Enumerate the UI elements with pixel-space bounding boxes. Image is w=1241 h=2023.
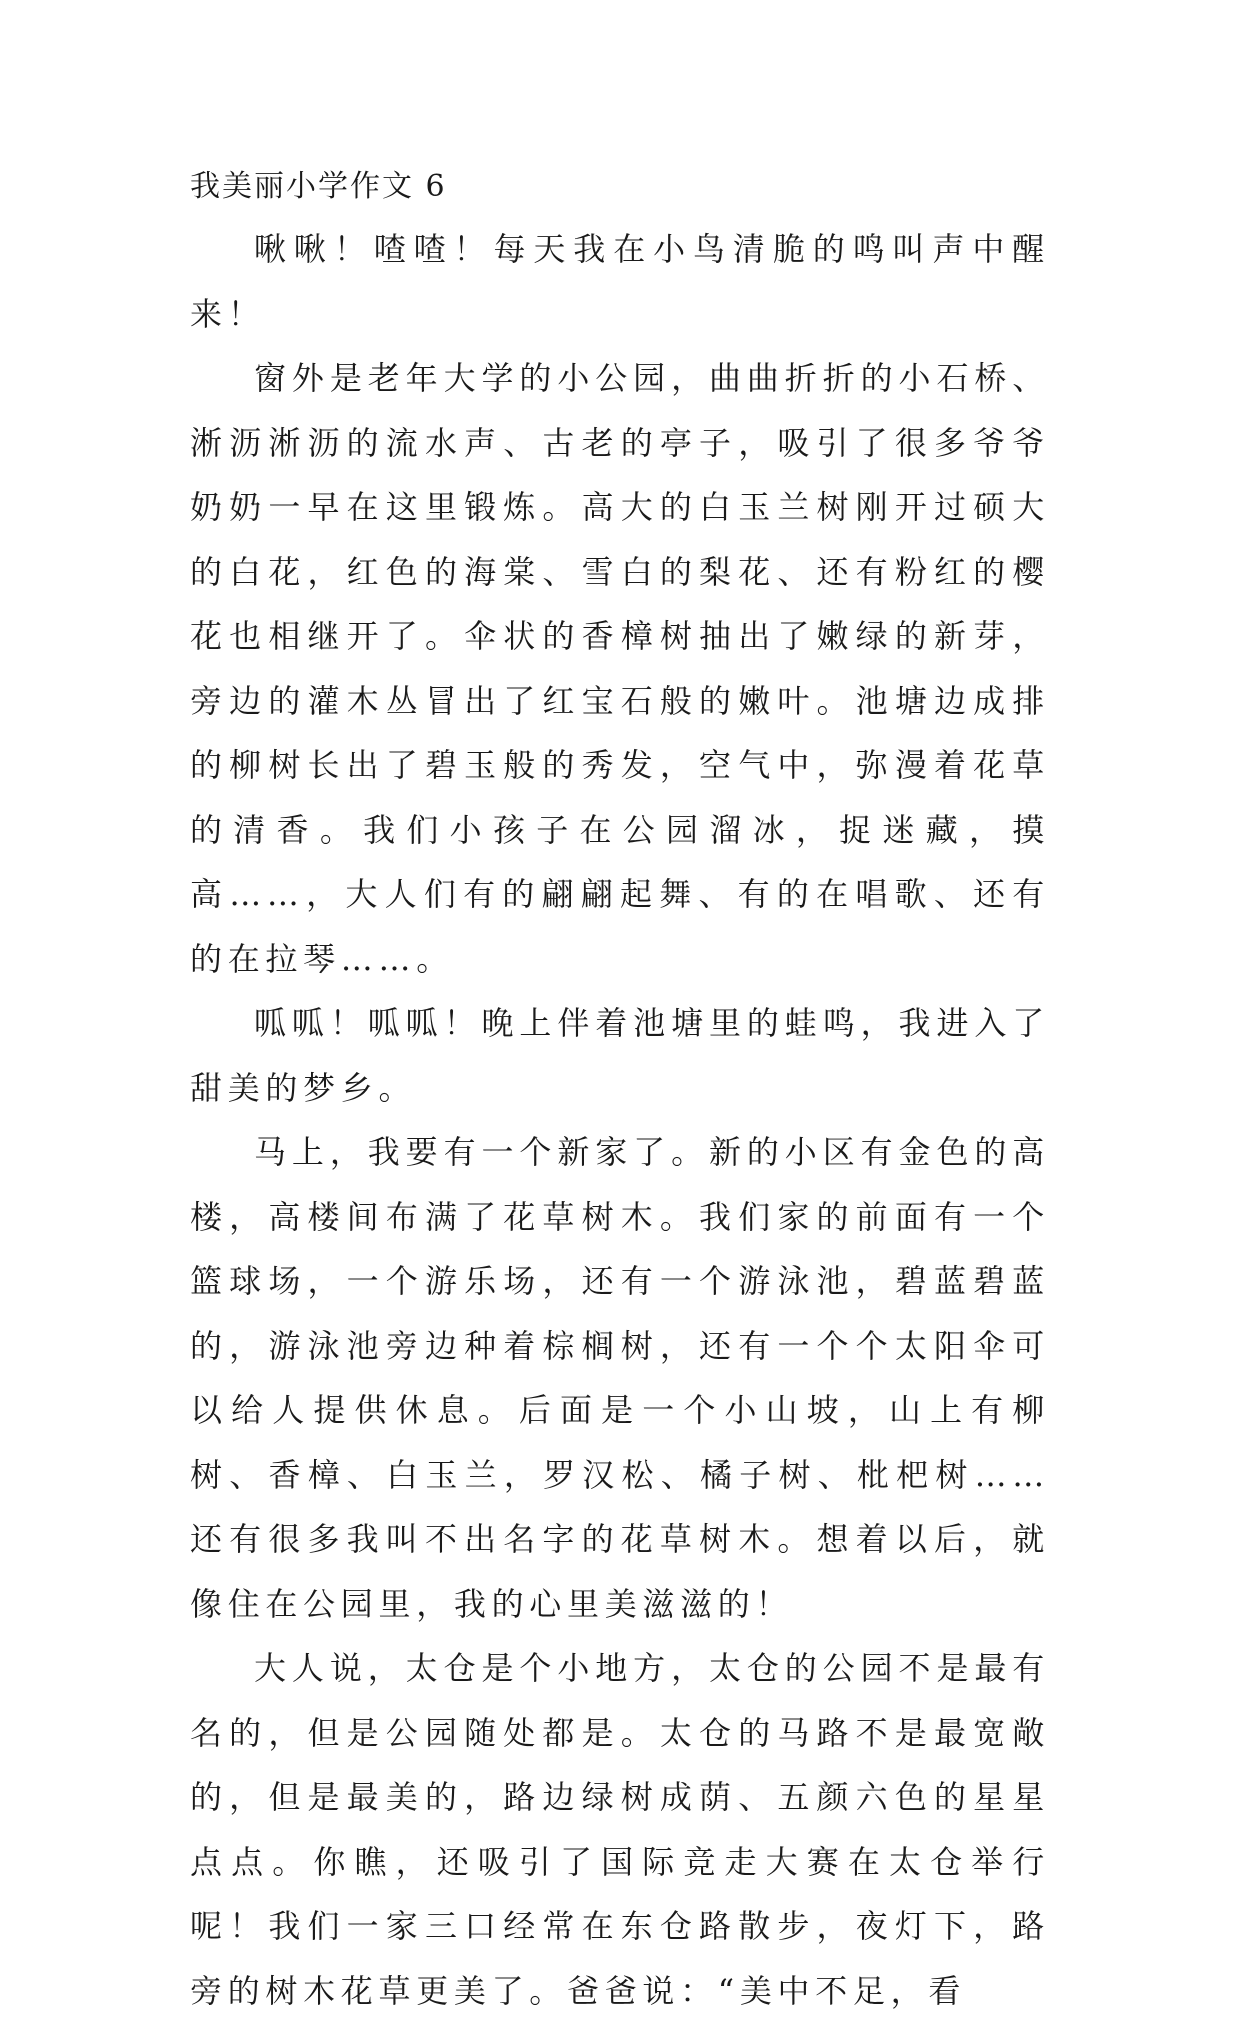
paragraph-birdsong: 啾啾！喳喳！每天我在小鸟清脆的鸣叫声中醒来！ (190, 230, 1050, 333)
paragraph-new-home: 马上，我要有一个新家了。新的小区有金色的高楼，高楼间布满了花草树木。我们家的前面有一个篮球场，一个游乐场，还有一个游泳池，碧蓝碧蓝的，游泳池旁边种着棕榈树，还有一个个太阳伞可以给人提供休息。后面是一个小山坡，山上有柳树、香樟、白玉兰，罗汉松、橘子树、枇杷树……还有很多我叫不出名字的花草树木。想着以后，就像住在公园里，我的心里美滋滋的！ (190, 1133, 1050, 1623)
essay-body (190, 157, 1050, 2023)
essay-title: 我美丽小学作文 6 (190, 169, 447, 204)
paragraph-frogs: 呱呱！呱呱！晚上伴着池塘里的蛙鸣，我进入了甜美的梦乡。 (190, 1004, 1050, 1107)
paragraph-taicang: 大人说，太仓是个小地方，太仓的公园不是最有名的，但是公园随处都是。太仓的马路不是最宽敞的，但是最美的，路边绿树成荫、五颜六色的星星点点。你瞧，还吸引了国际竞走大赛在太仓举行呢！我们一家三口经常在东仓路散步，夜灯下，路旁的树木花草更美了。爸爸说：“美中不足，看 (190, 1649, 1050, 2010)
paragraph-park: 窗外是老年大学的小公园，曲曲折折的小石桥、淅沥淅沥的流水声、古老的亭子，吸引了很多爷爷奶奶一早在这里锻炼。高大的白玉兰树刚开过硕大的白花，红色的海棠、雪白的梨花、还有粉红的樱花也相继开了。伞状的香樟树抽出了嫩绿的新芽，旁边的灌木丛冒出了红宝石般的嫩叶。池塘边成排的柳树长出了碧玉般的秀发，空气中，弥漫着花草的清香。我们小孩子在公园溜冰，捉迷藏，摸高……，大人们有的翩翩起舞、有的在唱歌、还有的在拉琴……。 (190, 359, 1050, 978)
